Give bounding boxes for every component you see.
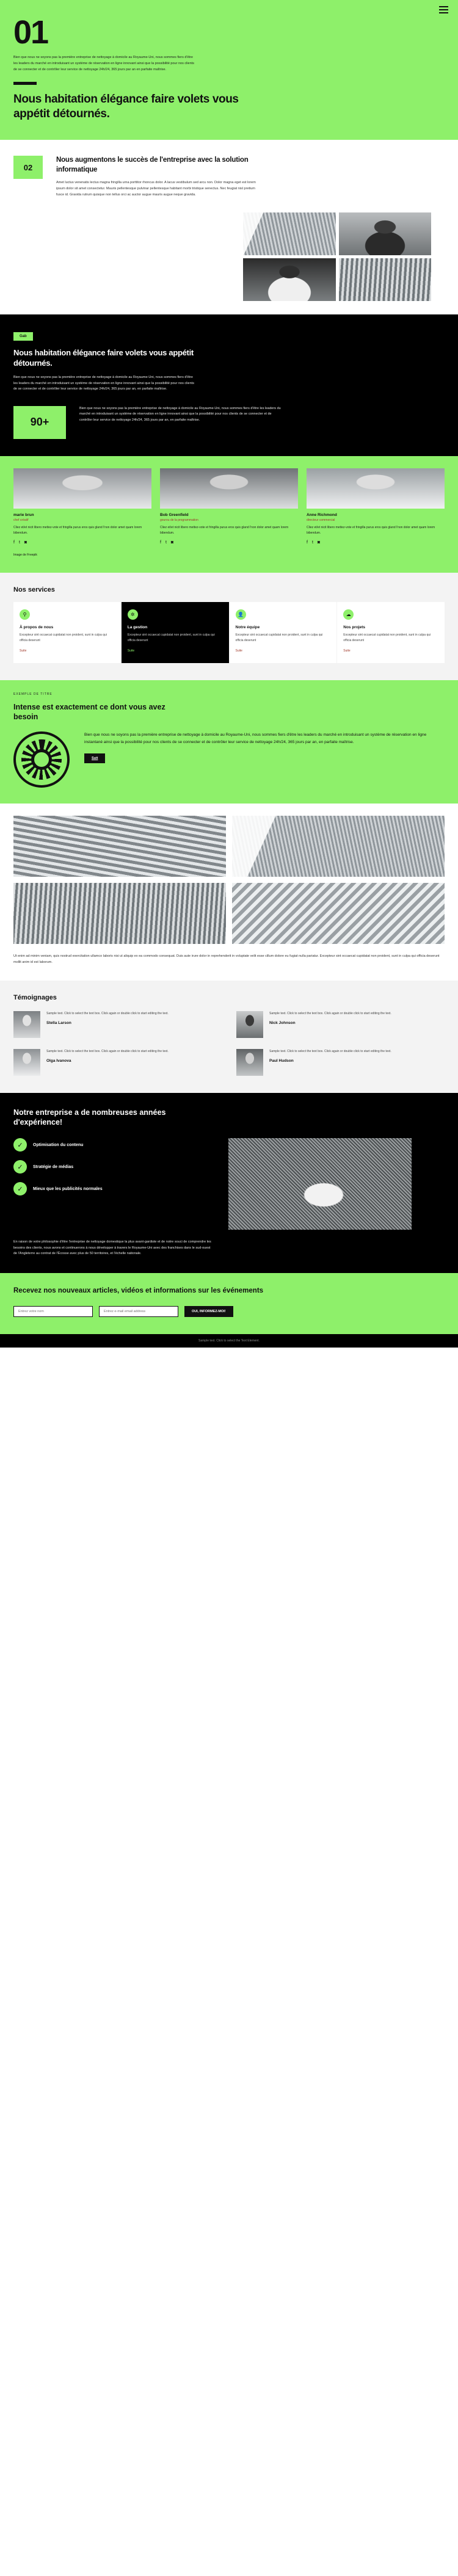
man-in-front-of-mesh-photo: [228, 1138, 412, 1230]
cloud-icon: ☁: [343, 609, 354, 620]
glass-tower-photo: [13, 883, 226, 944]
service-card[interactable]: [13, 602, 121, 663]
hero-section: [0, 0, 458, 140]
testimonial-name: Olga Ivanova: [46, 1058, 71, 1063]
intense-eyebrow: EXEMPLE DE TITRE: [13, 692, 53, 696]
gallery-section: [0, 804, 458, 954]
experience-section: [0, 1093, 458, 1273]
team-member-name: marie brun: [13, 512, 34, 517]
check-icon: ✓: [13, 1182, 27, 1195]
woman-smiling-photo: [13, 468, 151, 509]
service-link[interactable]: Suite: [20, 648, 27, 653]
section-02-paragraph: Amet luctus venenatis lectus magna fringilla urna porttitor rhoncus dolor. A lacus vestibulum sed arcu non. Dolor magna eget est lorem ipsum dolor sit amet consectetur. Mauris pellentesque pulvinar pellentesque habitant morbi tristique senectus. Nec feugiat nisl pretium fusce id. Gravida rutrum quisque non tellus orci ac auctor augue mauris augue neque gravida.: [56, 181, 256, 197]
testimonial-card: [236, 1049, 445, 1076]
testimonial-card: [13, 1049, 222, 1076]
testimonial-text: Sample text. Click to select the text box. Click again or double click to start editing the text.: [269, 1011, 391, 1015]
user-icon: 👤: [236, 609, 246, 620]
intense-button[interactable]: Suit: [84, 753, 105, 763]
woman-portrait-photo: [307, 468, 445, 509]
twitter-icon[interactable]: t: [311, 540, 313, 545]
experience-note: En raison de votre philosophie d'être l'entreprise de nettoyage domestique la plus avant-gardiste et de notre souci de comprendre les besoins des clients, nous avons et continuerons à nous développer à travers le Royaume-Uni avec des franchises dans le sud-ouest de l'Angleterre au contrat de l'Écosse avec plus de 50 territoires, et l'échelle nationale.: [13, 1240, 211, 1256]
team-member-name: Bob Greenfield: [160, 512, 189, 517]
services-section: [0, 573, 458, 680]
testimonial-name: Stella Larson: [46, 1020, 71, 1025]
man-glasses-photo: [160, 468, 298, 509]
social-links[interactable]: [160, 540, 298, 545]
facebook-icon[interactable]: f: [307, 540, 308, 545]
hamburger-menu-icon[interactable]: [439, 6, 448, 13]
service-title: Nos projets: [343, 625, 366, 629]
intense-paragraph: Bien que nous ne soyons pas la première entreprise de nettoyage à domicile au Royaume-Uni, nous sommes fiers d'être les leaders du marché en introduisant un système de réservation en ligne instantané ainsi que la possibilité pour nos clients de se connecter et de contrôler leur service de nettoyage 24h/24, 365 jours par an, en parfaite maîtrise.: [84, 733, 427, 745]
check-icon: ✓: [13, 1160, 27, 1174]
location-pin-icon: ⚲: [20, 609, 30, 620]
newsletter-submit-button[interactable]: OUI, INFORMEZ-MOI!: [184, 1306, 233, 1317]
service-title: À propos de nous: [20, 625, 54, 629]
team-member-desc: Cliez et/et nicit libero mettez-vote et fringilla purus eros quis gland l'non dolor amet quam lorem bibendum.: [160, 525, 289, 535]
building-photo: [243, 212, 336, 255]
service-link[interactable]: Suite: [127, 648, 135, 653]
experience-heading: Notre entreprise a de nombreuses années d'expérience!: [13, 1108, 166, 1127]
woman-portrait-photo: [243, 258, 336, 301]
social-links[interactable]: [307, 540, 445, 545]
newsletter-section: [0, 1273, 458, 1334]
testimonial-name: Nick Johnson: [269, 1020, 296, 1025]
gear-icon: ✲: [128, 609, 138, 620]
instagram-icon[interactable]: ◙: [170, 540, 174, 545]
intense-heading: Intense est exactement ce dont vous avez besoin: [13, 702, 165, 722]
intense-section: [0, 680, 458, 804]
team-section: [0, 456, 458, 573]
team-member-name: Anne Richmond: [307, 512, 337, 517]
twitter-icon[interactable]: t: [165, 540, 167, 545]
social-links[interactable]: [13, 540, 151, 545]
team-credit: Image de Freepik: [13, 553, 37, 557]
gallery-note-wrap: [0, 954, 458, 980]
gear-icon: [13, 731, 70, 788]
concrete-facade-photo: [232, 816, 445, 877]
testimonial-text: Sample text. Click to select the text box. Click again or double click to start editing the text.: [46, 1011, 169, 1015]
testimonial-card: [13, 1011, 222, 1038]
hero-number: 01: [13, 14, 48, 51]
facebook-icon[interactable]: f: [13, 540, 15, 545]
section-02-badge: 02: [13, 156, 43, 179]
section-02-heading: Nous augmentons le succès de l'entreprise avec la solution informatique: [56, 156, 249, 173]
service-card[interactable]: [337, 602, 445, 663]
service-desc: Excepteur sint occaecat cupidatat non proident, sunt in culpa qui officia deserunt: [20, 633, 107, 642]
team-member-desc: Cliez et/et nicit libero mettez-vote et fringilla purus eros quis gland l'non dolor amet quam lorem bibendum.: [13, 525, 142, 535]
experience-check-label: Stratégie de médias: [33, 1164, 74, 1169]
newsletter-heading: Recevez nos nouveaux articles, vidéos et informations sur les événements: [13, 1286, 264, 1294]
gallery-note: Ut enim ad minim veniam, quis nostrud exercitation ullamco laboris nisi ut aliquip ex ea commodo consequat. Duis aute irure dolor in reprehenderit in voluptate velit esse cillum dolore eu fugiat nulla pariatur. Excepteur sint occaecat cupidatat non proident, sunt in culpa qui officia deserunt mollit anim id est laborum.: [13, 954, 440, 964]
stat-paragraph: Bien que nous ne soyons pas la première entreprise de nettoyage à domicile au Royaume-Uni, nous sommes fiers d'être les leaders du marché en introduisant un système de réservation en ligne innovant ainsi que la possibilité pour nos clients de se connecter et de contrôler leur service de nettoyage 24h/24, 365 jours par an, en parfaite maîtrise.: [79, 406, 281, 423]
photo-grid: [243, 212, 445, 301]
footer: [0, 1334, 458, 1348]
service-title: La gestion: [127, 625, 148, 629]
woman-avatar-photo: [13, 1049, 40, 1076]
testimonials-heading: Témoignages: [13, 993, 57, 1001]
team-member-role: directeur commercial: [307, 518, 335, 522]
service-desc: Excepteur sint occaecat cupidatat non proident, sunt in culpa qui officia deserunt: [343, 633, 431, 642]
services-heading: Nos services: [13, 586, 55, 593]
footer-text: Sample text. Click to select the Text Element.: [198, 1338, 260, 1343]
experience-check-label: Mieux que les publicités normales: [33, 1186, 103, 1191]
experience-check-item: [13, 1182, 215, 1195]
hero-paragraph: Bien que nous ne soyons pas la première entreprise de nettoyage à domicile au Royaume-Uni, nous sommes fiers d'être les leaders du marché en introduisant un système de réservation en ligne innovant ainsi que la possibilité pour nos clients de se connecter et de contrôler leur service de nettoyage 24h/24, 365 jours par an en parfaite maîtrise.: [13, 56, 194, 71]
experience-check-item: [13, 1160, 215, 1174]
band-chip: Gab: [13, 332, 33, 341]
band-paragraph: Bien que nous ne soyons pas la première entreprise de nettoyage à domicile au Royaume-Uni, nous sommes fiers d'être les leaders du marché en introduisant un système de réservation en ligne innovant ainsi que la possibilité pour nos clients de se connecter et de contrôler leur service de nettoyage 24h/24, 365 jours par an, en parfaite maîtrise.: [13, 375, 194, 391]
team-member: [13, 468, 151, 545]
facade-photo: [339, 258, 432, 301]
man-avatar-photo: [236, 1011, 263, 1038]
twitter-icon[interactable]: t: [18, 540, 20, 545]
experience-check-item: [13, 1138, 215, 1152]
band-heading: Nous habitation élégance faire volets vous appétit détournés.: [13, 348, 194, 368]
service-link[interactable]: Suite: [343, 648, 351, 653]
facebook-icon[interactable]: f: [160, 540, 161, 545]
service-title: Notre équipe: [235, 625, 260, 629]
stat-row: [13, 406, 445, 439]
instagram-icon[interactable]: ◙: [317, 540, 321, 545]
man-avatar-photo: [236, 1049, 263, 1076]
hero-title: Nous habitation élégance faire volets vous appétit détournés.: [13, 92, 239, 120]
testimonial-name: Paul Hudson: [269, 1058, 294, 1063]
check-icon: ✓: [13, 1138, 27, 1152]
team-member: [160, 468, 298, 545]
section-02: [0, 140, 458, 204]
team-member-desc: Cliez et/et nicit libero mettez-vote et fringilla purus eros quis gland l'non dolor amet quam lorem bibendum.: [307, 525, 435, 535]
experience-check-label: Optimisation du contenu: [33, 1142, 84, 1147]
hero-divider: [13, 82, 37, 85]
man-portrait-photo: [339, 212, 432, 255]
team-member: [307, 468, 445, 545]
spiral-staircase-photo: [232, 883, 445, 944]
woman-avatar-photo: [13, 1011, 40, 1038]
testimonials-section: [0, 981, 458, 1093]
team-member-role: chef créatif: [13, 518, 29, 522]
instagram-icon[interactable]: ◙: [24, 540, 27, 545]
testimonial-card: [236, 1011, 445, 1038]
testimonial-text: Sample text. Click to select the text box. Click again or double click to start editing the text.: [46, 1049, 169, 1053]
service-link[interactable]: Suite: [235, 648, 242, 653]
newsletter-name-input[interactable]: [13, 1306, 93, 1317]
newsletter-form[interactable]: [13, 1306, 445, 1317]
newsletter-email-input[interactable]: [99, 1306, 178, 1317]
skyscraper-photo: [13, 816, 226, 877]
service-desc: Excepteur sint occaecat cupidatat non proident, sunt in culpa qui officia deserunt: [127, 633, 215, 642]
stat-number: 90+: [13, 406, 66, 439]
service-card[interactable]: [230, 602, 337, 663]
service-desc: Excepteur sint occaecat cupidatat non proident, sunt in culpa qui officia deserunt: [235, 633, 323, 642]
testimonial-text: Sample text. Click to select the text box. Click again or double click to start editing the text.: [269, 1049, 391, 1053]
service-card[interactable]: [122, 602, 229, 663]
black-band-section: [0, 314, 458, 456]
team-member-role: gourou de la programmation: [160, 518, 198, 522]
